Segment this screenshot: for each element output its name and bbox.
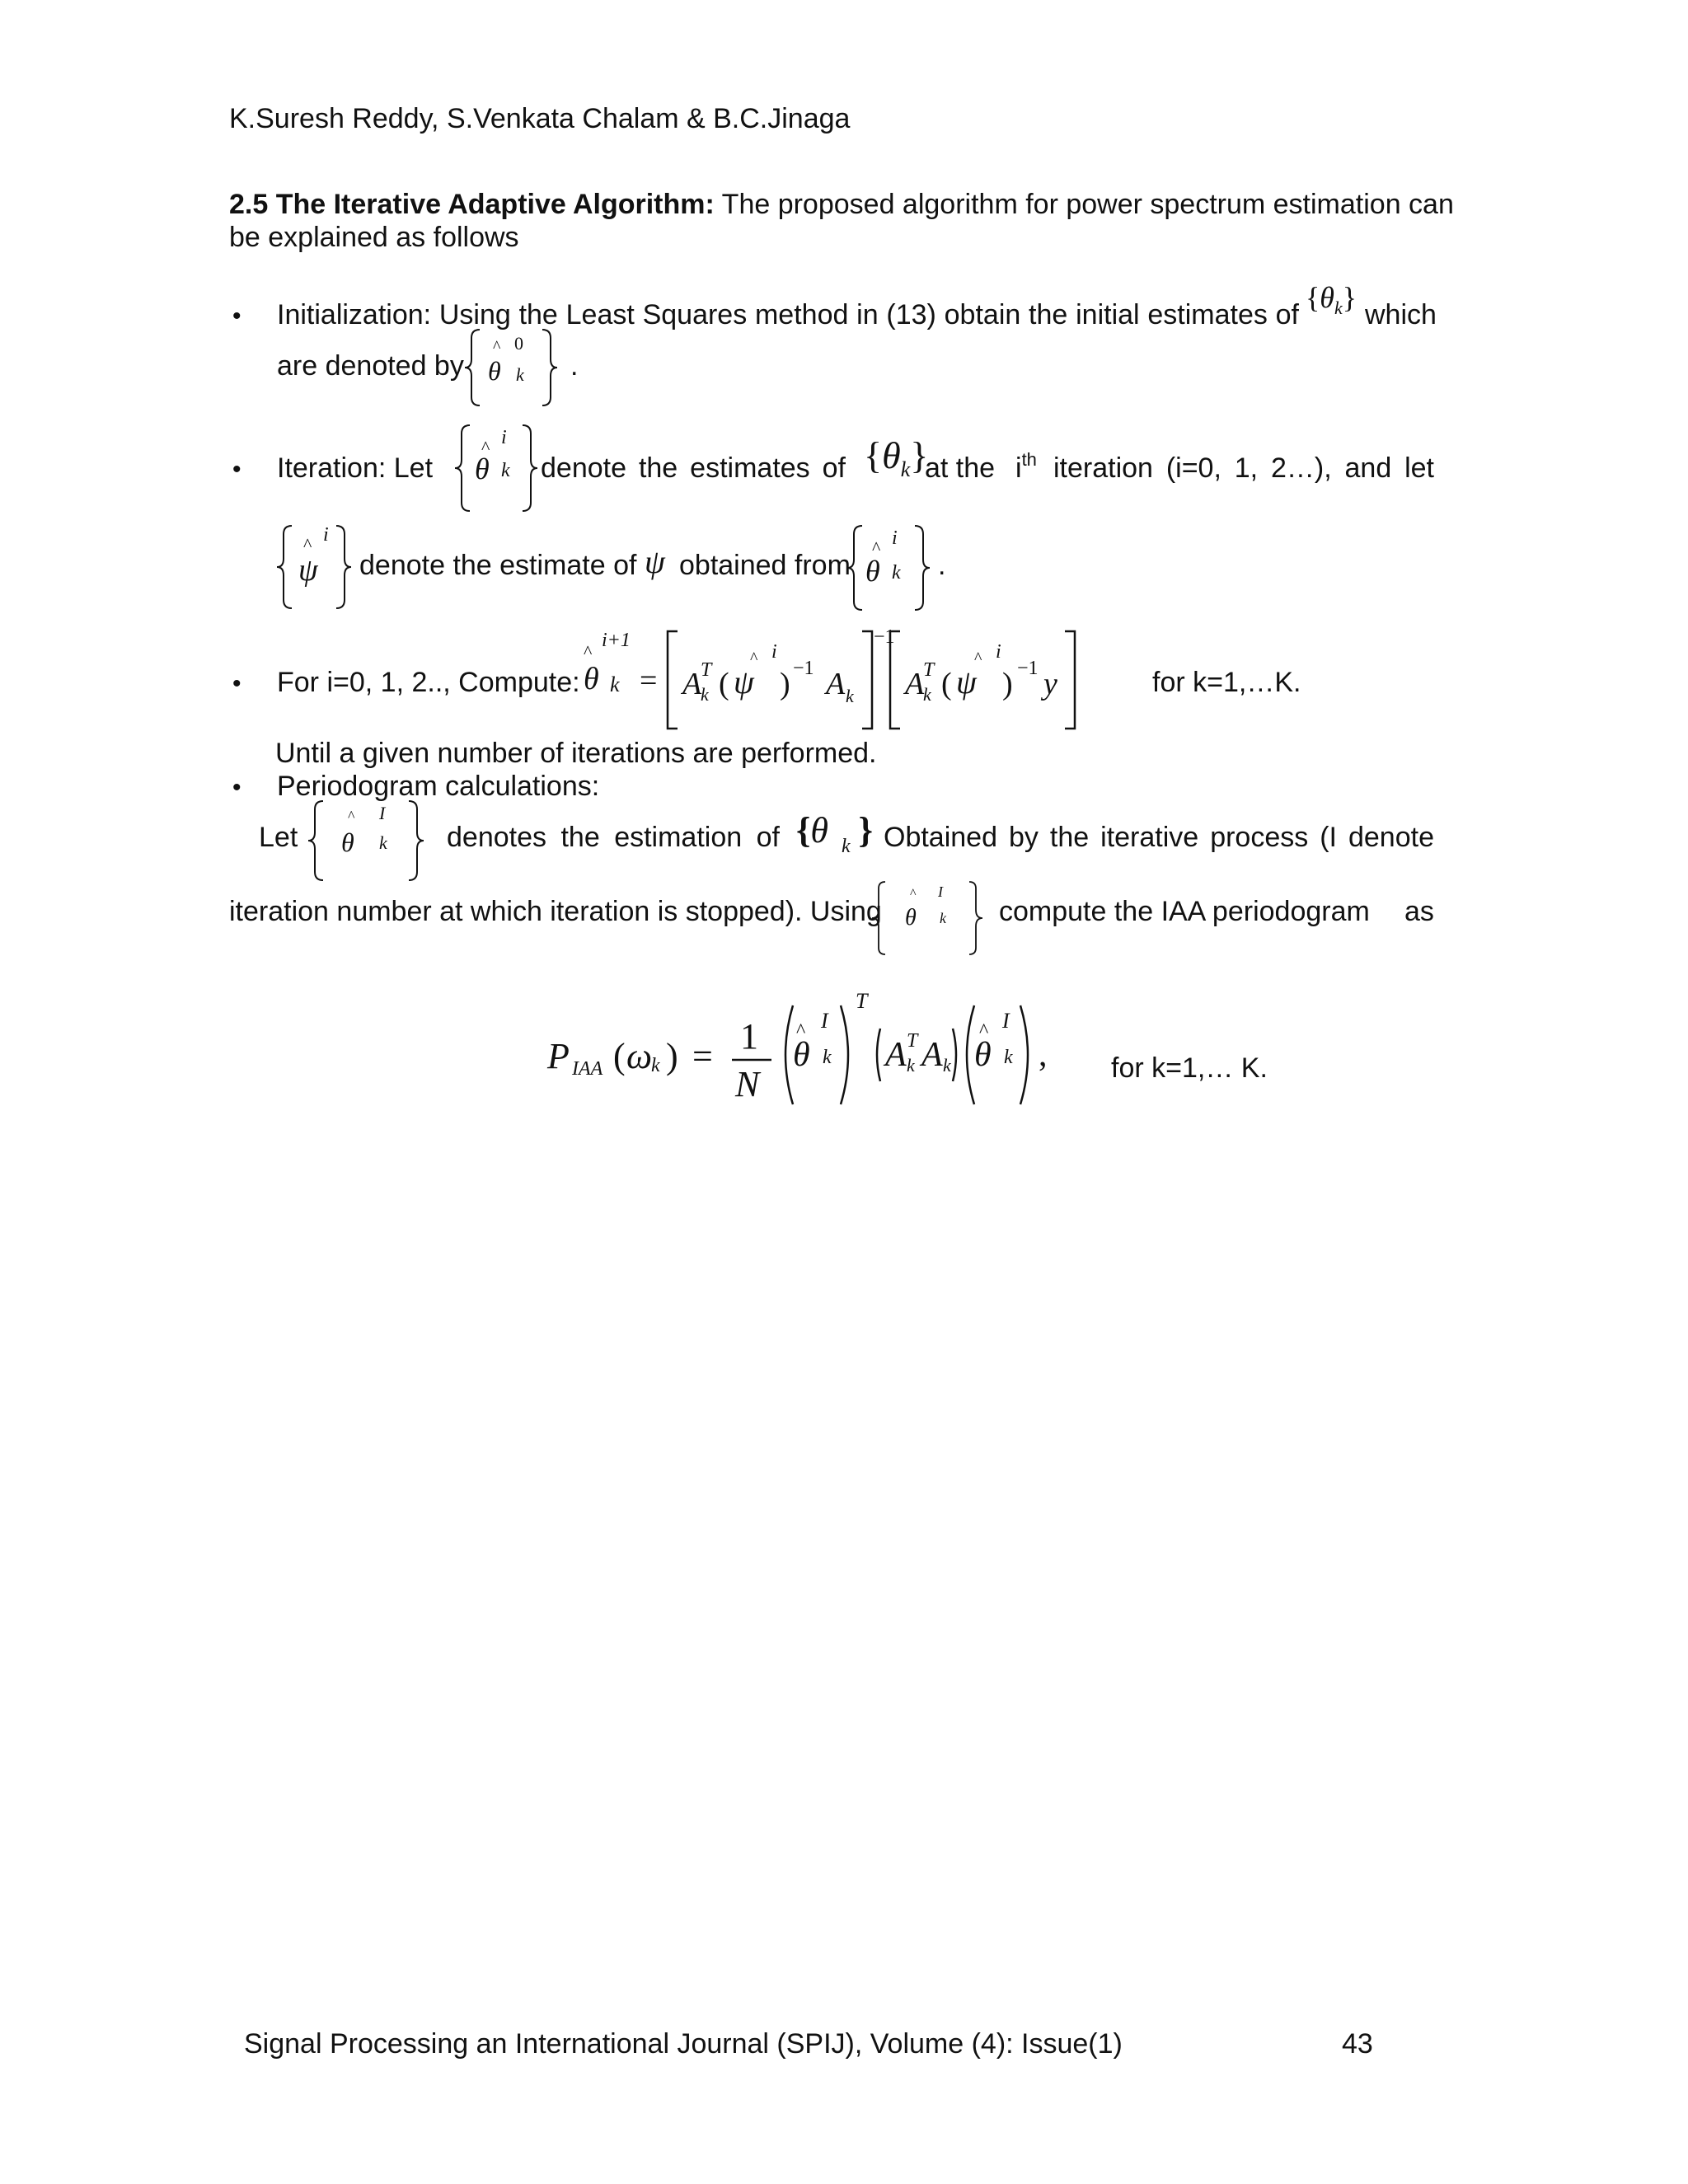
periodogram-heading: Periodogram calculations: <box>277 771 600 802</box>
until-text: Until a given number of iterations are performed. <box>275 738 877 769</box>
section-heading: 2.5 The Iterative Adaptive Algorithm: <box>229 189 715 220</box>
iter-at-the: at the <box>925 452 996 484</box>
iter2-denote: denote the estimate of <box>359 550 637 581</box>
theta-k-set-2: $\{\theta_k\}$ <box>864 434 929 481</box>
update-equation: ^ i+1 θ k = A T k ( ^ i ψ ) −1 A k −1 A T k ( ^ i ψ ) −1 y <box>577 626 1088 733</box>
init-line2: are denoted by <box>277 350 464 382</box>
iter2-period: . <box>938 550 946 581</box>
final-for-k: for k=1,… K. <box>1111 1052 1268 1084</box>
theta-k-set-3: {θ $_k$ } <box>796 810 873 857</box>
theta-hat-i-k-set: ^ i θ k <box>455 422 537 514</box>
running-header: K.Suresh Reddy, S.Venkata Chalam & B.C.Jinaga <box>229 103 851 134</box>
iter2-obtained: obtained from <box>679 550 851 581</box>
theta-hat-I-k-set-2: ^ I θ k <box>872 879 982 958</box>
denotes-estimation: denotes the estimation of <box>447 822 780 853</box>
iter-let: Iteration: Let <box>277 452 434 484</box>
theta-hat-0-k-set: ^ 0 θ k <box>463 326 559 409</box>
theta-hat-i-k-set-2: ^ i θ k <box>847 523 930 613</box>
theta-hat-I-k-set: ^ I θ k <box>305 798 425 883</box>
bullet-marker: • <box>232 456 241 483</box>
section-intro-line1 <box>229 188 1454 221</box>
section-intro-line2: be explained as follows <box>229 222 519 253</box>
intro-text: The proposed algorithm for power spectrum estimation can <box>721 189 1454 220</box>
iter-denote: denote the estimates of <box>541 452 846 484</box>
iter-i: $i^{th}$ <box>1015 449 1037 484</box>
psi-hat-i-set: ^ i ψ <box>277 523 351 612</box>
psi-symbol: ψ <box>645 543 665 580</box>
bullet-marker: • <box>232 302 241 330</box>
theta-k-set: $\{\theta_k\}$ <box>1306 281 1357 318</box>
obtained-by: Obtained by the iterative process (I denote <box>884 822 1434 853</box>
init-line1: Initialization: Using the Least Squares method in (13) obtain the initial estimates of <box>277 299 1299 330</box>
compute-iaa: compute the IAA periodogram <box>999 896 1370 927</box>
bullet-marker: • <box>232 670 241 697</box>
as-text: as <box>1404 896 1434 927</box>
page-number: 43 <box>1342 2028 1373 2060</box>
let-text: Let <box>259 822 298 853</box>
for-k: for k=1,…K. <box>1152 667 1301 698</box>
iter-rest: iteration (i=0, 1, 2…), and let <box>1053 452 1434 484</box>
init-which: which <box>1365 299 1437 330</box>
iteration-number-text: iteration number at which iteration is stopped). Using <box>229 896 882 927</box>
iaa-periodogram-equation: P IAA ( ω k ) = 1 N ^ I θ k T A T k A k ^ I θ k , <box>547 989 1048 1104</box>
for-compute: For i=0, 1, 2.., Compute: <box>277 667 580 698</box>
footer-journal: Signal Processing an International Journal (SPIJ), Volume (4): Issue(1) <box>244 2028 1123 2060</box>
bullet-marker: • <box>232 774 241 801</box>
init-period: . <box>570 350 579 382</box>
